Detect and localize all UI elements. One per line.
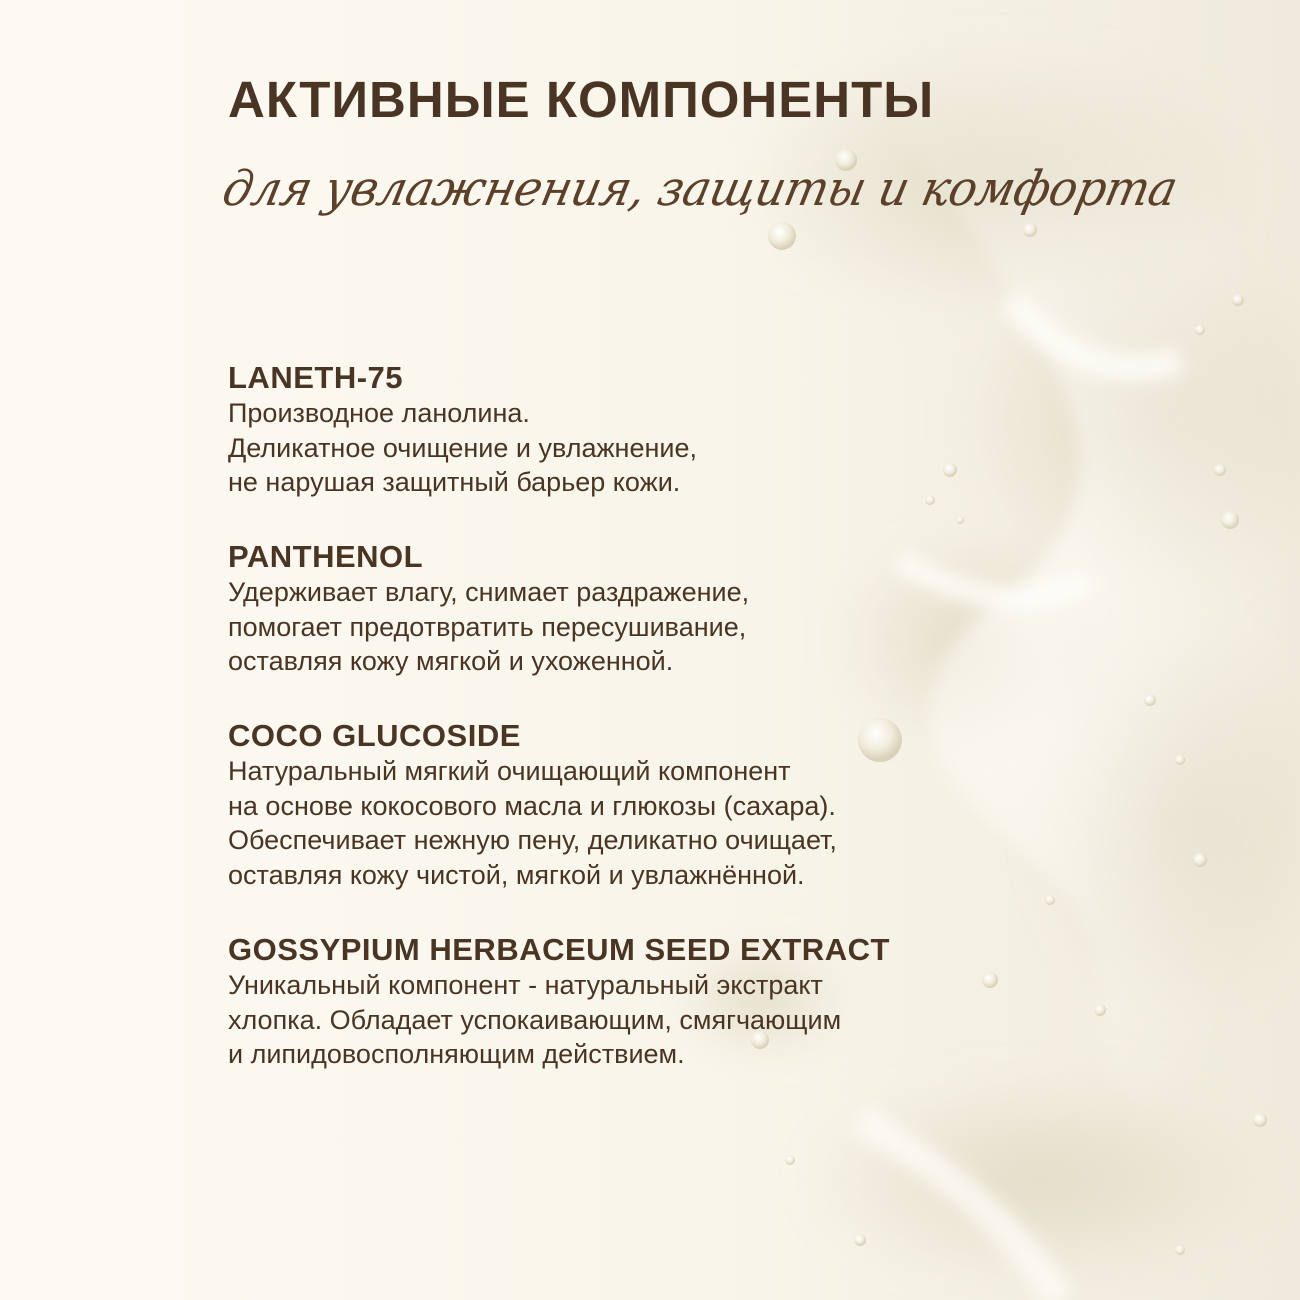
component-coco-glucoside: [228, 718, 837, 892]
component-gossypium: [228, 932, 890, 1072]
component-laneth: [228, 360, 697, 500]
component-panthenol: [228, 539, 749, 679]
component-name: COCO GLUCOSIDE: [228, 718, 521, 753]
component-description-line: Натуральный мягкий очищающий компонент: [228, 756, 791, 786]
component-description-line: не нарушая защитный барьер кожи.: [228, 467, 681, 497]
component-description-line: на основе кокосового масла и глюкозы (сахара).: [228, 790, 836, 821]
component-description-line: оставляя кожу мягкой и ухоженной.: [228, 646, 674, 676]
component-description-line: Деликатное очищение и увлажнение,: [228, 432, 697, 463]
component-name: PANTHENOL: [228, 539, 424, 574]
component-name: LANETH-75: [228, 360, 404, 395]
component-description-line: Обеспечивает нежную пену, деликатно очищает,: [228, 825, 837, 855]
page-title: АКТИВНЫЕ КОМПОНЕНТЫ: [228, 71, 935, 128]
component-name: GOSSYPIUM HERBACEUM SEED EXTRACT: [228, 932, 890, 967]
component-description-line: Удерживает влагу, снимает раздражение,: [228, 577, 750, 607]
page-subtitle: для увлажнения, защиты и комфорта: [217, 160, 1183, 217]
component-description-line: и липидовосполняющим действием.: [228, 1039, 685, 1069]
component-description-line: помогает предотвратить пересушивание,: [228, 611, 747, 642]
component-description-line: оставляя кожу чистой, мягкой и увлажнённой.: [228, 859, 805, 890]
component-description-line: Уникальный компонент - натуральный экстракт: [228, 970, 823, 1000]
component-description-line: Производное ланолина.: [228, 398, 530, 428]
component-description-line: хлопка. Обладает успокаивающим, смягчающим: [228, 1004, 842, 1035]
